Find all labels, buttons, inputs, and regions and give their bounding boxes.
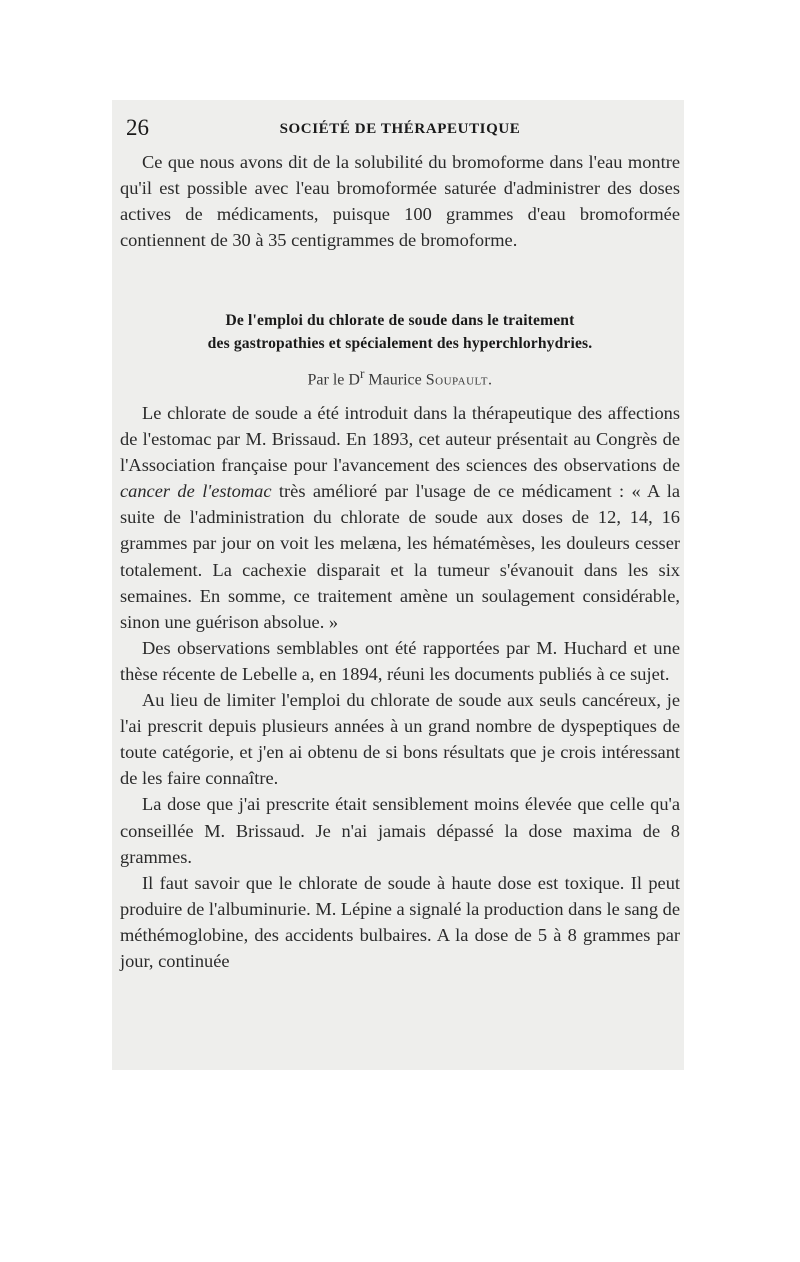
byline-author: Soupault. <box>425 371 493 389</box>
paragraph-3: Au lieu de limiter l'emploi du chlorate de soude aux seuls cancéreux, je l'ai prescrit depuis plusieurs années à un grand nombre de dyspeptiques de toute catégorie, et j'en ai obtenu de si bons résultats que je crois intéressant de les faire connaître. <box>120 690 680 789</box>
byline-title-sup: r <box>359 366 365 381</box>
paragraph-4: La dose que j'ai prescrite était sensiblement moins élevée que celle qu'a conseillée M. Brissaud. Je n'ai jamais dépassé la dose maxima de 8 grammes. <box>120 794 680 867</box>
paragraph-1 <box>120 400 680 635</box>
paragraph-1-italic: cancer de l'estomac <box>120 481 272 502</box>
intro-text <box>120 149 680 253</box>
article-body <box>120 400 680 974</box>
page-header <box>120 112 680 146</box>
paragraph-1-end: très amélioré par l'usage de ce médicament : « A la suite de l'administration du chlorate de soude aux doses de 12, 14, 16 grammes par jour on voit les melæna, les hématémèses, les douleurs cesser totalement. La cachexie disparait et la tumeur s'évanouit dans les six semaines. En somme, ce traitement amène un soulagement considérable, sinon une guérison absolue. » <box>120 481 680 632</box>
byline-first-name: Maurice <box>368 371 422 389</box>
paragraph-5: Il faut savoir que le chlorate de soude à haute dose est toxique. Il peut produire de l'albuminurie. M. Lépine a signalé la production dans le sang de méthémoglobine, des accidents bulbaires. A la dose de 5 à 8 grammes par jour, continuée <box>120 872 680 971</box>
running-head: SOCIÉTÉ DE THÉRAPEUTIQUE <box>279 121 521 137</box>
intro-paragraph: Ce que nous avons dit de la solubilité du bromoforme dans l'eau montre qu'il est possible avec l'eau bromoformée saturée d'administrer des doses actives de médicaments, puisque 100 grammes d'eau bromoformée contiennent de 30 à 35 centigrammes de bromoforme. <box>120 152 680 251</box>
article-title <box>112 309 688 355</box>
article-title-line-1: De l'emploi du chlorate de soude dans le traitement <box>225 312 575 329</box>
byline <box>120 363 680 391</box>
paragraph-2: Des observations semblables ont été rapportées par M. Huchard et une thèse récente de Lebelle a, en 1894, réuni les documents publiés à ce sujet. <box>120 637 680 684</box>
article-title-line-2: des gastropathies et spécialement des hyperchlorhydries. <box>207 335 593 352</box>
byline-prefix: Par le D <box>307 371 360 389</box>
paragraph-1-start: Le chlorate de soude a été introduit dans la thérapeutique des affections de l'estomac par M. Brissaud. En 1893, cet auteur présentait au Congrès de l'Association française pour l'avancement des sciences des observations de <box>120 403 680 476</box>
page-number: 26 <box>126 115 149 140</box>
